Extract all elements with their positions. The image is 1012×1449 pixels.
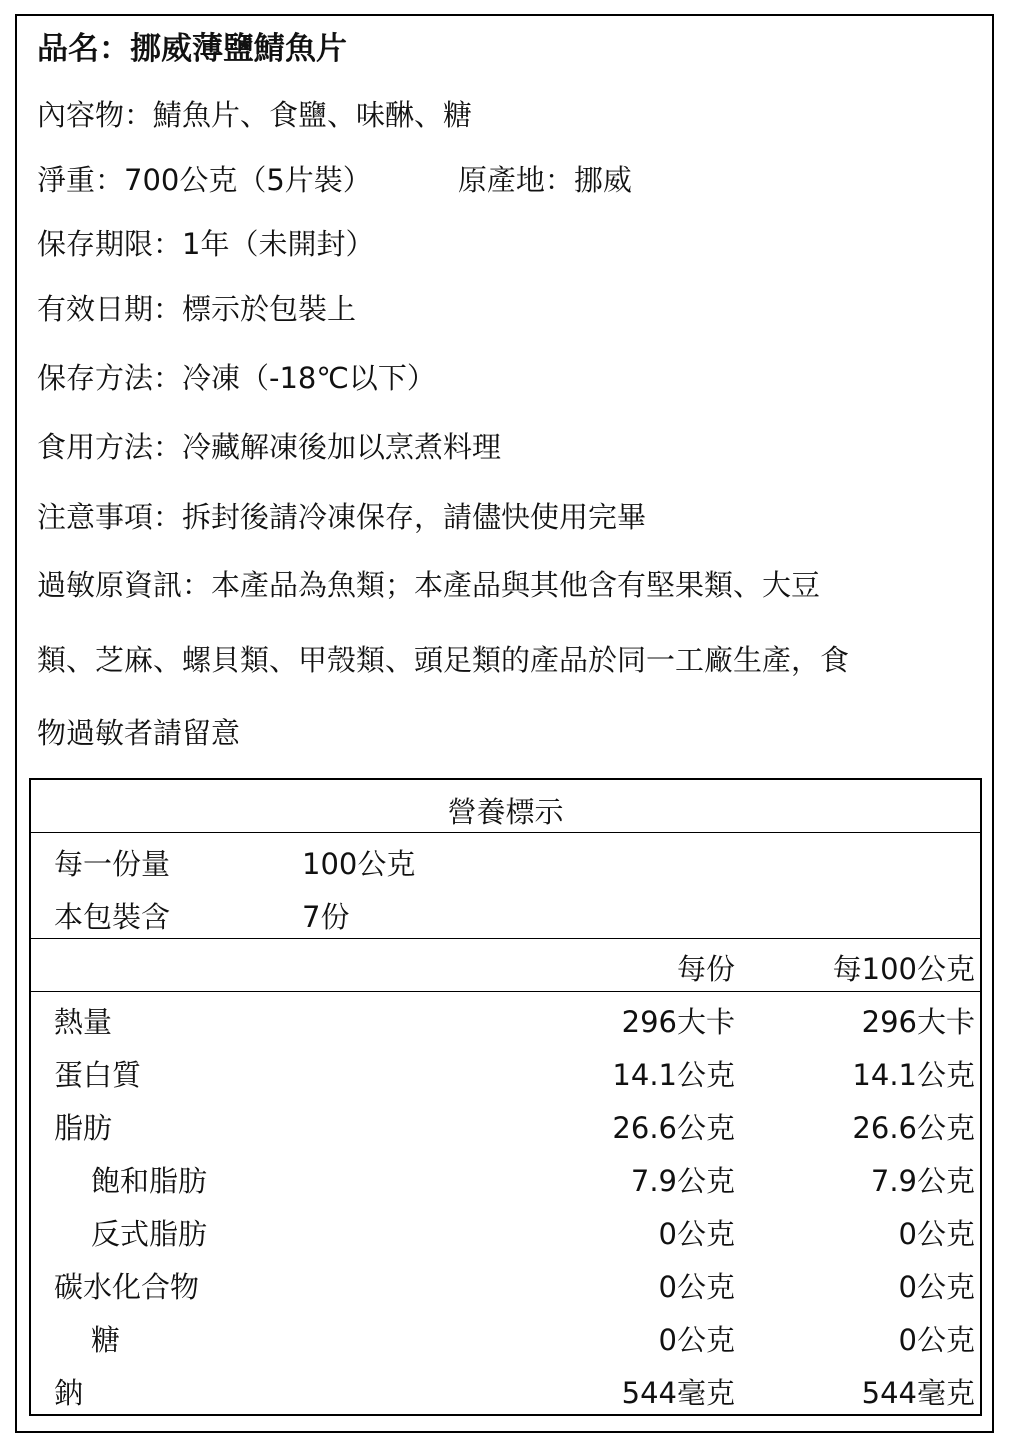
per-serving-value: 14.1公克: [612, 1058, 735, 1092]
usage-line: 食用方法：冷藏解凍後加以烹煮料理: [37, 430, 502, 464]
allergen-line-1: 過敏原資訊：本產品為魚類；本產品與其他含有堅果類、大豆: [37, 568, 821, 602]
row-label: 碳水化合物: [54, 1270, 200, 1304]
allergen-line-2: 類、芝麻、螺貝類、甲殼類、頭足類的產品於同一工廠生產，食: [37, 643, 850, 677]
weight-origin-line: [37, 160, 632, 200]
row-label: 脂肪: [54, 1111, 113, 1145]
row-label: 反式脂肪: [91, 1217, 208, 1251]
per-100g-value: 0公克: [898, 1323, 975, 1357]
row-label: 蛋白質: [54, 1058, 142, 1092]
origin: 原產地：挪威: [457, 163, 632, 197]
per-100g-value: 7.9公克: [870, 1164, 975, 1198]
per-serving-value: 0公克: [658, 1323, 735, 1357]
per-100g-value: 296大卡: [861, 1005, 975, 1039]
contents-line: 內容物：鯖魚片、食鹽、味醂、糖: [37, 98, 473, 132]
expiry-line: 有效日期：標示於包裝上: [37, 292, 357, 326]
row-label: 飽和脂肪: [91, 1164, 208, 1198]
servings-value: 7份: [302, 900, 350, 934]
per-serving-value: 0公克: [658, 1217, 735, 1251]
per-100g-header: 每100公克: [832, 952, 975, 986]
per-100g-value: 544毫克: [861, 1376, 975, 1410]
net-weight: 淨重：700公克（5片裝）: [37, 163, 372, 197]
nutrition-table: [29, 778, 982, 1416]
per-serving-value: 26.6公克: [612, 1111, 735, 1145]
per-serving-value: 7.9公克: [630, 1164, 735, 1198]
serving-size-value: 100公克: [302, 847, 416, 881]
divider: [31, 991, 980, 992]
shelf-life-line: 保存期限：1年（未開封）: [37, 227, 375, 261]
per-serving-header: 每份: [676, 952, 735, 986]
divider: [31, 832, 980, 833]
per-100g-value: 0公克: [898, 1217, 975, 1251]
per-100g-value: 26.6公克: [852, 1111, 975, 1145]
product-name: 品名：挪威薄鹽鯖魚片: [37, 31, 347, 67]
row-label: 糖: [91, 1323, 121, 1357]
notes-line: 注意事項：拆封後請冷凍保存，請儘快使用完畢: [37, 500, 647, 534]
row-label: 熱量: [54, 1005, 113, 1039]
per-serving-value: 0公克: [658, 1270, 735, 1304]
per-100g-value: 0公克: [898, 1270, 975, 1304]
row-label: 鈉: [54, 1376, 84, 1410]
per-serving-value: 544毫克: [621, 1376, 735, 1410]
allergen-line-3: 物過敏者請留意: [37, 716, 241, 750]
divider: [31, 938, 980, 939]
servings-label: 本包裝含: [54, 900, 171, 934]
nutrition-title: 營養標示: [447, 795, 564, 829]
per-serving-value: 296大卡: [621, 1005, 735, 1039]
storage-line: 保存方法：冷凍（-18℃以下）: [37, 361, 436, 395]
per-100g-value: 14.1公克: [852, 1058, 975, 1092]
serving-size-label: 每一份量: [54, 847, 171, 881]
